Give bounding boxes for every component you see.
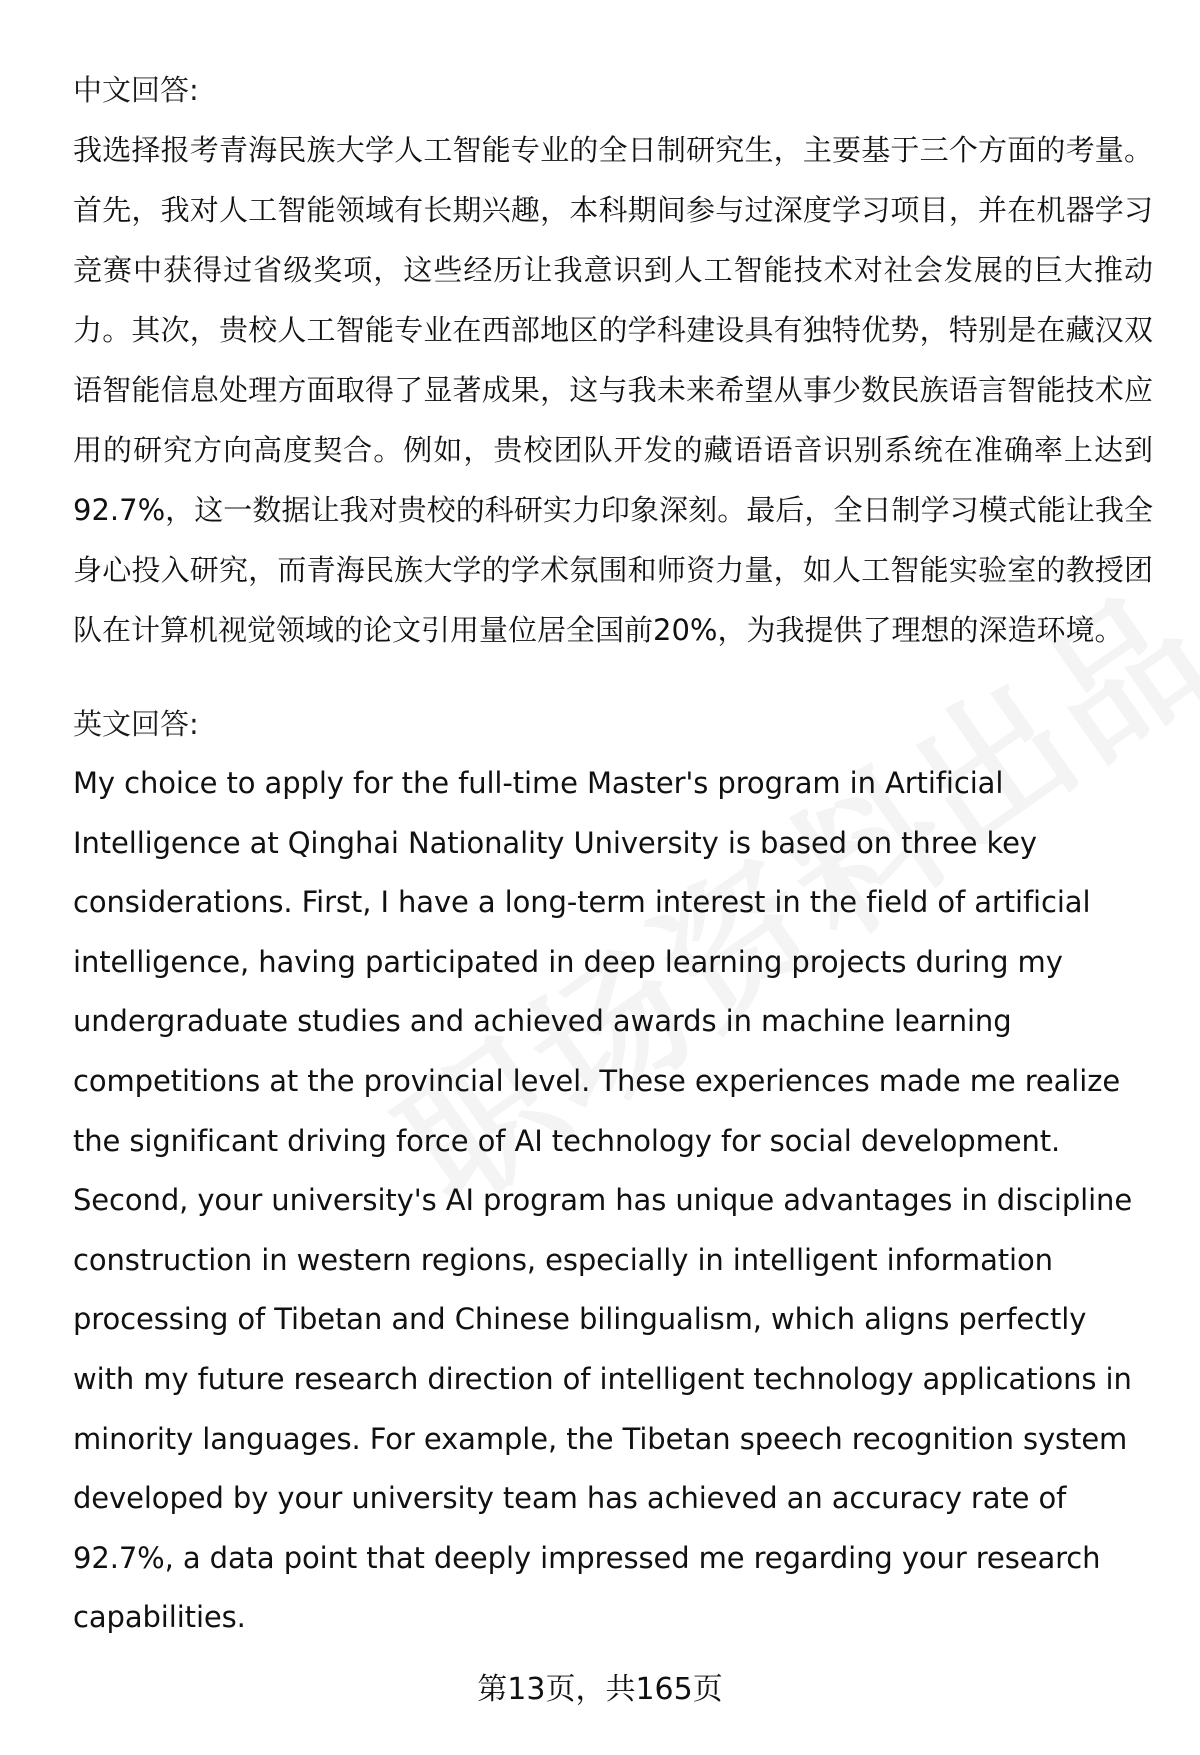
page-number-footer: 第13页，共165页	[477, 1672, 723, 1707]
chinese-answer-body: 我选择报考青海民族大学人工智能专业的全日制研究生，主要基于三个方面的考量。首先，我对人工智能领域有长期兴趣，本科期间参与过深度学习项目，并在机器学习竞赛中获得过省级奖项，这些经历让我意识到人工智能技术对社会发展的巨大推动力。其次，贵校人工智能专业在西部地区的学科建设具有独特优势，特别是在藏汉双语智能信息处理方面取得了显著成果，这与我未来希望从事少数民族语言智能技术应用的研究方向高度契合。例如，贵校团队开发的藏语语音识别系统在准确率上达到92.7%，这一数据让我对贵校的科研实力印象深刻。最后，全日制学习模式能让我全身心投入研究，而青海民族大学的学术氛围和师资力量，如人工智能实验室的教授团队在计算机视觉领域的论文引用量位居全国前20%，为我提供了理想的深造环境。	[73, 133, 1153, 647]
page-content	[73, 60, 1153, 1648]
section-spacer	[73, 660, 1153, 694]
english-answer-body: My choice to apply for the full-time Master's program in Artificial Intelligence at Qinghai Nationality University is based on three key considerations. First, I have a long-term interest in the field of artificial intelligence, having participated in deep learning projects during my undergraduate studies and achieved awards in machine learning competitions at the provincial level. These experiences made me realize the significant driving force of AI technology for social development. Second, your university's AI program has unique advantages in discipline construction in western regions, especially in intelligent information processing of Tibetan and Chinese bilingualism, which aligns perfectly with my future research direction of intelligent technology applications in minority languages. For example, the Tibetan speech recognition system developed by your university team has achieved an accuracy rate of 92.7%, a data point that deeply impressed me regarding your research capabilities.	[73, 766, 1133, 1635]
chinese-answer-label: 中文回答:	[73, 73, 199, 107]
english-answer-label: 英文回答:	[73, 707, 199, 741]
